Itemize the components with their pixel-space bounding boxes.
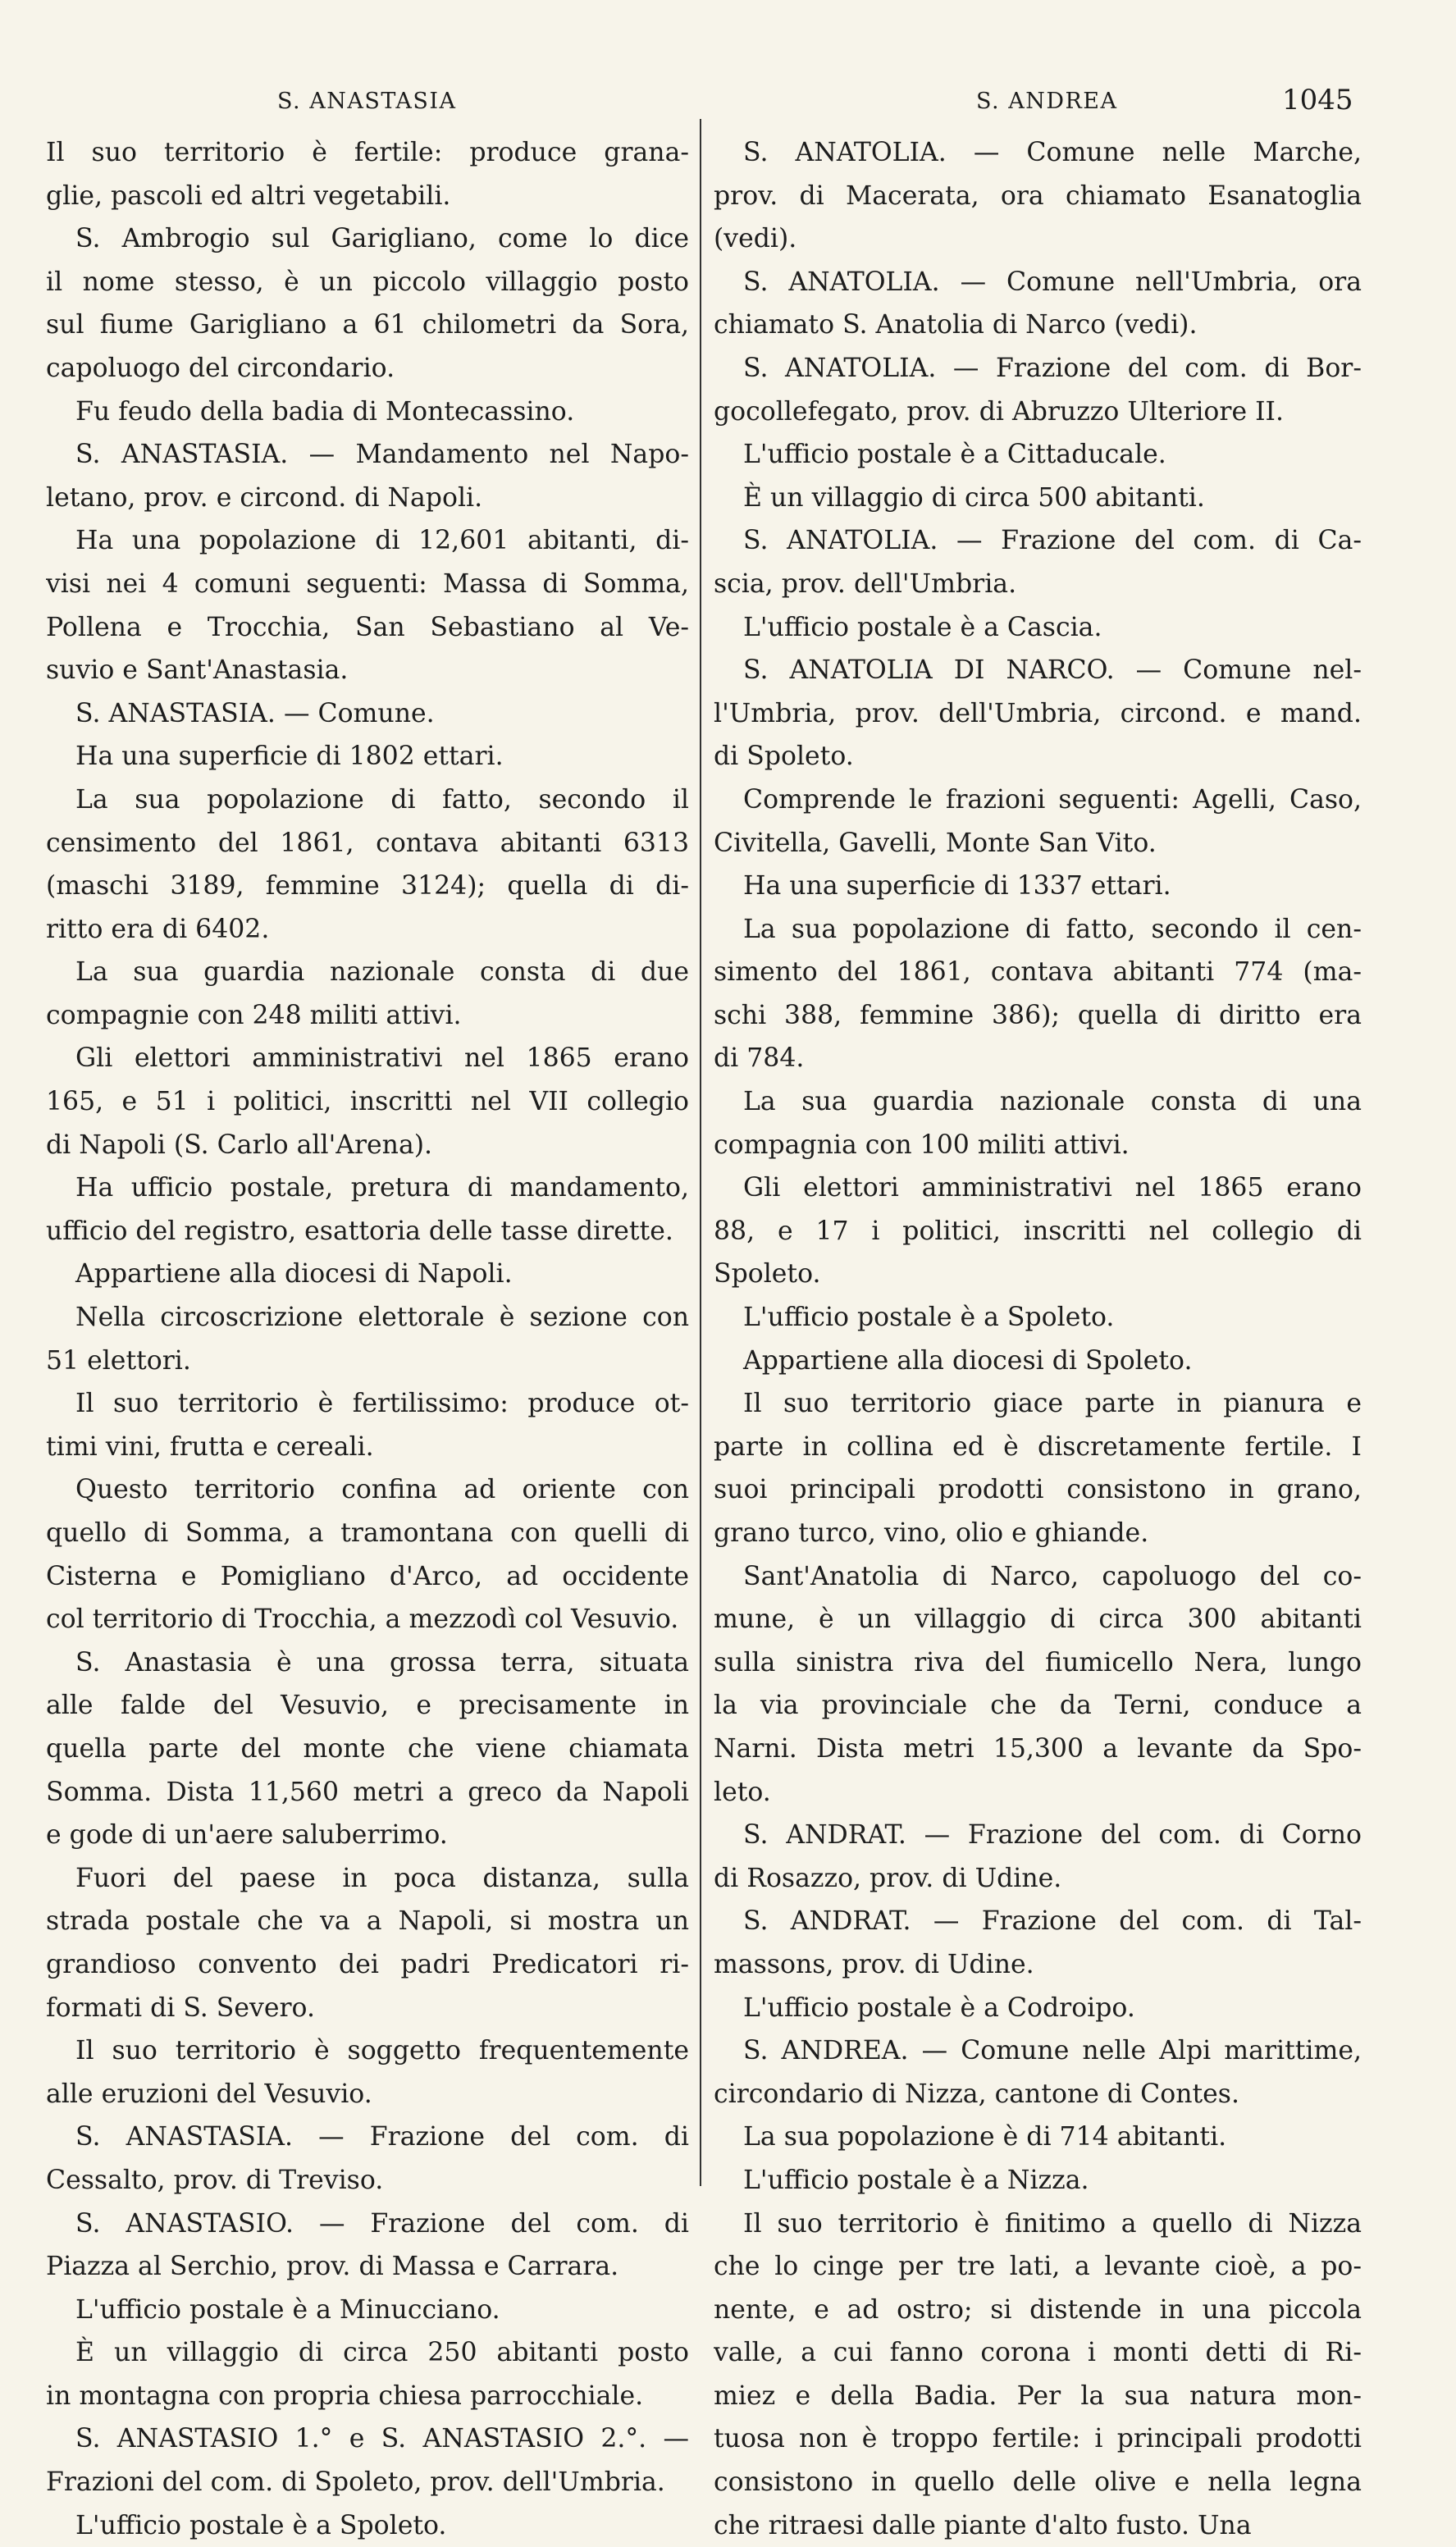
text-line: di Spoleto.: [714, 742, 854, 772]
text-line: ufficio del registro, esattoria delle tasse dirette.: [46, 1216, 673, 1246]
text-line: visi nei 4 comuni seguenti: Massa di Somma,: [46, 568, 689, 599]
text-line: L'ufficio postale è a Spoleto.: [743, 1303, 1115, 1333]
text-line: Ha una superficie di 1802 ettari.: [75, 742, 504, 772]
text-line: prov. di Macerata, ora chiamato Esanatoglia: [714, 180, 1362, 211]
text-line: letano, prov. e circond. di Napoli.: [46, 482, 483, 513]
text-line: chiamato S. Anatolia di Narco (vedi).: [714, 310, 1198, 340]
text-line: S. ANATOLIA. — Frazione del com. di Ca-: [743, 526, 1362, 556]
text-line: grandioso convento dei padri Predicatori ri-: [46, 1949, 689, 1979]
text-line: glie, pascoli ed altri vegetabili.: [46, 180, 451, 211]
text-line: È un villaggio di circa 500 abitanti.: [743, 482, 1205, 513]
text-line: Il suo territorio è soggetto frequentemente: [75, 2036, 689, 2066]
text-line: L'ufficio postale è a Minucciano.: [75, 2294, 500, 2325]
text-line: S. ANDRAT. — Frazione del com. di Corno: [743, 1820, 1362, 1851]
text-line: Ha una popolazione di 12,601 abitanti, di-: [75, 526, 689, 556]
text-line: formati di S. Severo.: [46, 1992, 315, 2023]
text-line: censimento del 1861, contava abitanti 6313: [46, 828, 689, 858]
text-line: alle falde del Vesuvio, e precisamente in: [46, 1691, 689, 1721]
text-line: Nella circoscrizione elettorale è sezione con: [75, 1303, 689, 1333]
text-line: Il suo territorio è finitimo a quello di Nizza: [743, 2208, 1362, 2239]
text-line: Somma. Dista 11,560 metri a greco da Napoli: [46, 1777, 689, 1807]
right-column: [714, 131, 1362, 2547]
text-line: S. ANASTASIO. — Frazione del com. di: [75, 2208, 689, 2239]
text-line: simento del 1861, contava abitanti 774 (ma-: [714, 957, 1362, 988]
text-line: Appartiene alla diocesi di Spoleto.: [743, 1345, 1193, 1376]
text-line: suoi principali prodotti consistono in grano,: [714, 1475, 1362, 1505]
text-line: gocollefegato, prov. di Abruzzo Ulteriore II.: [714, 396, 1284, 427]
text-line: nente, e ad ostro; si distende in una piccola: [714, 2294, 1362, 2325]
text-line: La sua guardia nazionale consta di due: [75, 957, 689, 988]
text-line: (vedi).: [714, 224, 797, 254]
text-line: La sua popolazione di fatto, secondo il: [75, 784, 689, 815]
text-line: 51 elettori.: [46, 1345, 191, 1376]
header-right-title: S. ANDREA: [976, 89, 1118, 114]
text-line: parte in collina ed è discretamente fertile. I: [714, 1431, 1362, 1462]
text-line: alle eruzioni del Vesuvio.: [46, 2079, 372, 2109]
text-line: suvio e Sant'Anastasia.: [46, 655, 349, 686]
text-line: in montagna con propria chiesa parrocchiale.: [46, 2380, 644, 2411]
text-line: valle, a cui fanno corona i monti detti di Ri-: [714, 2338, 1362, 2368]
text-line: Piazza al Serchio, prov. di Massa e Carrara.: [46, 2252, 619, 2282]
text-line: sul fiume Garigliano a 61 chilometri da Sora,: [46, 310, 689, 340]
text-line: Il suo territorio è fertile: produce grana-: [46, 138, 689, 167]
text-line: di 784.: [714, 1043, 805, 1074]
text-line: S. ANASTASIA. — Frazione del com. di: [75, 2122, 689, 2152]
text-line: Gli elettori amministrativi nel 1865 erano: [75, 1043, 689, 1074]
text-line: Appartiene alla diocesi di Napoli.: [75, 1259, 513, 1289]
text-line: strada postale che va a Napoli, si mostra un: [46, 1906, 689, 1937]
text-line: La sua popolazione è di 714 abitanti.: [743, 2122, 1227, 2152]
text-line: S. ANDRAT. — Frazione del com. di Tal-: [743, 1906, 1362, 1937]
text-line: schi 388, femmine 386); quella di diritto era: [714, 1000, 1362, 1030]
text-line: S. ANASTASIO 1.° e S. ANASTASIO 2.°. —: [75, 2424, 689, 2454]
text-line: L'ufficio postale è a Codroipo.: [743, 1992, 1135, 2023]
text-line: Fu feudo della badia di Montecassino.: [75, 396, 575, 427]
text-line: È un villaggio di circa 250 abitanti posto: [75, 2338, 689, 2368]
text-line: Spoleto.: [714, 1259, 821, 1289]
text-line: S. ANDREA. — Comune nelle Alpi marittime,: [743, 2036, 1362, 2066]
text-line: S. ANASTASIA. — Comune.: [75, 698, 435, 728]
text-line: sulla sinistra riva del fiumicello Nera, lungo: [714, 1647, 1362, 1677]
text-line: Ha ufficio postale, pretura di mandamento,: [75, 1173, 689, 1203]
text-line: il nome stesso, è un piccolo villaggio posto: [46, 267, 689, 297]
text-line: Narni. Dista metri 15,300 a levante da Spo-: [714, 1733, 1362, 1764]
text-line: S. ANASTASIA. — Mandamento nel Napo-: [75, 440, 689, 470]
text-line: 88, e 17 i politici, inscritti nel collegio di: [714, 1216, 1362, 1246]
text-line: 165, e 51 i politici, inscritti nel VII collegio: [46, 1087, 689, 1117]
text-line: Frazioni del com. di Spoleto, prov. dell'Umbria.: [46, 2467, 665, 2498]
left-column: [46, 131, 689, 2547]
text-line: La sua popolazione di fatto, secondo il cen-: [743, 914, 1362, 944]
text-line: la via provinciale che da Terni, conduce a: [714, 1691, 1362, 1721]
text-line: (maschi 3189, femmine 3124); quella di di-: [46, 871, 689, 901]
text-line: timi vini, frutta e cereali.: [46, 1431, 374, 1462]
text-line: S. Anastasia è una grossa terra, situata: [75, 1647, 689, 1677]
text-line: Cessalto, prov. di Treviso.: [46, 2165, 384, 2195]
text-line: Questo territorio confina ad oriente con: [75, 1475, 689, 1505]
text-line: S. ANATOLIA. — Comune nelle Marche,: [743, 138, 1362, 167]
text-line: Il suo territorio giace parte in pianura e: [743, 1389, 1362, 1419]
text-line: L'ufficio postale è a Cittaducale.: [743, 440, 1166, 470]
text-line: Gli elettori amministrativi nel 1865 erano: [743, 1173, 1362, 1203]
text-line: Fuori del paese in poca distanza, sulla: [75, 1863, 689, 1893]
column-divider: [700, 119, 701, 2186]
text-line: grano turco, vino, olio e ghiande.: [714, 1518, 1149, 1548]
text-line: quella parte del monte che viene chiamata: [46, 1733, 689, 1764]
text-line: di Napoli (S. Carlo all'Arena).: [46, 1130, 433, 1160]
text-line: l'Umbria, prov. dell'Umbria, circond. e mand.: [714, 698, 1362, 728]
running-header: [0, 84, 1456, 121]
text-line: Cisterna e Pomigliano d'Arco, ad occidente: [46, 1561, 689, 1591]
text-line: L'ufficio postale è a Nizza.: [743, 2165, 1089, 2195]
text-line: compagnie con 248 militi attivi.: [46, 1000, 462, 1030]
text-line: consistono in quello delle olive e nella legna: [714, 2467, 1362, 2498]
text-line: Il suo territorio è fertilissimo: produce ot-: [75, 1389, 689, 1419]
text-line: ritto era di 6402.: [46, 914, 270, 944]
text-line: S. ANATOLIA. — Frazione del com. di Bor-: [743, 353, 1362, 383]
text-line: Pollena e Trocchia, San Sebastiano al Ve-: [46, 612, 689, 642]
text-line: miez e della Badia. Per la sua natura mon-: [714, 2380, 1362, 2411]
text-line: S. ANATOLIA DI NARCO. — Comune nel-: [743, 655, 1362, 686]
text-line: Sant'Anatolia di Narco, capoluogo del co-: [743, 1561, 1362, 1591]
text-line: capoluogo del circondario.: [46, 353, 395, 383]
text-line: L'ufficio postale è a Cascia.: [743, 612, 1102, 642]
text-line: Comprende le frazioni seguenti: Agelli, Caso,: [743, 784, 1362, 815]
text-line: quello di Somma, a tramontana con quelli di: [46, 1518, 689, 1548]
text-line: scia, prov. dell'Umbria.: [714, 568, 1017, 599]
text-line: massons, prov. di Udine.: [714, 1949, 1034, 1979]
text-line: e gode di un'aere saluberrimo.: [46, 1820, 448, 1851]
header-left-title: S. ANASTASIA: [277, 89, 457, 114]
text-line: mune, è un villaggio di circa 300 abitanti: [714, 1604, 1362, 1635]
text-line: Civitella, Gavelli, Monte San Vito.: [714, 828, 1157, 858]
text-line: che lo cinge per tre lati, a levante cioè, a po-: [714, 2252, 1362, 2282]
text-line: col territorio di Trocchia, a mezzodì col Vesuvio.: [46, 1604, 679, 1635]
text-line: leto.: [714, 1777, 771, 1807]
text-line: che ritraesi dalle piante d'alto fusto. Una: [714, 2510, 1252, 2540]
text-line: La sua guardia nazionale consta di una: [743, 1087, 1362, 1117]
text-line: compagnia con 100 militi attivi.: [714, 1130, 1130, 1160]
text-line: Ha una superficie di 1337 ettari.: [743, 871, 1171, 901]
text-line: L'ufficio postale è a Spoleto.: [75, 2510, 447, 2540]
text-line: di Rosazzo, prov. di Udine.: [714, 1863, 1062, 1893]
text-line: S. Ambrogio sul Garigliano, come lo dice: [75, 224, 689, 254]
text-line: circondario di Nizza, cantone di Contes.: [714, 2079, 1239, 2109]
page-number: 1045: [1282, 84, 1353, 116]
text-line: tuosa non è troppo fertile: i principali prodotti: [714, 2424, 1362, 2454]
text-line: S. ANATOLIA. — Comune nell'Umbria, ora: [743, 267, 1362, 297]
